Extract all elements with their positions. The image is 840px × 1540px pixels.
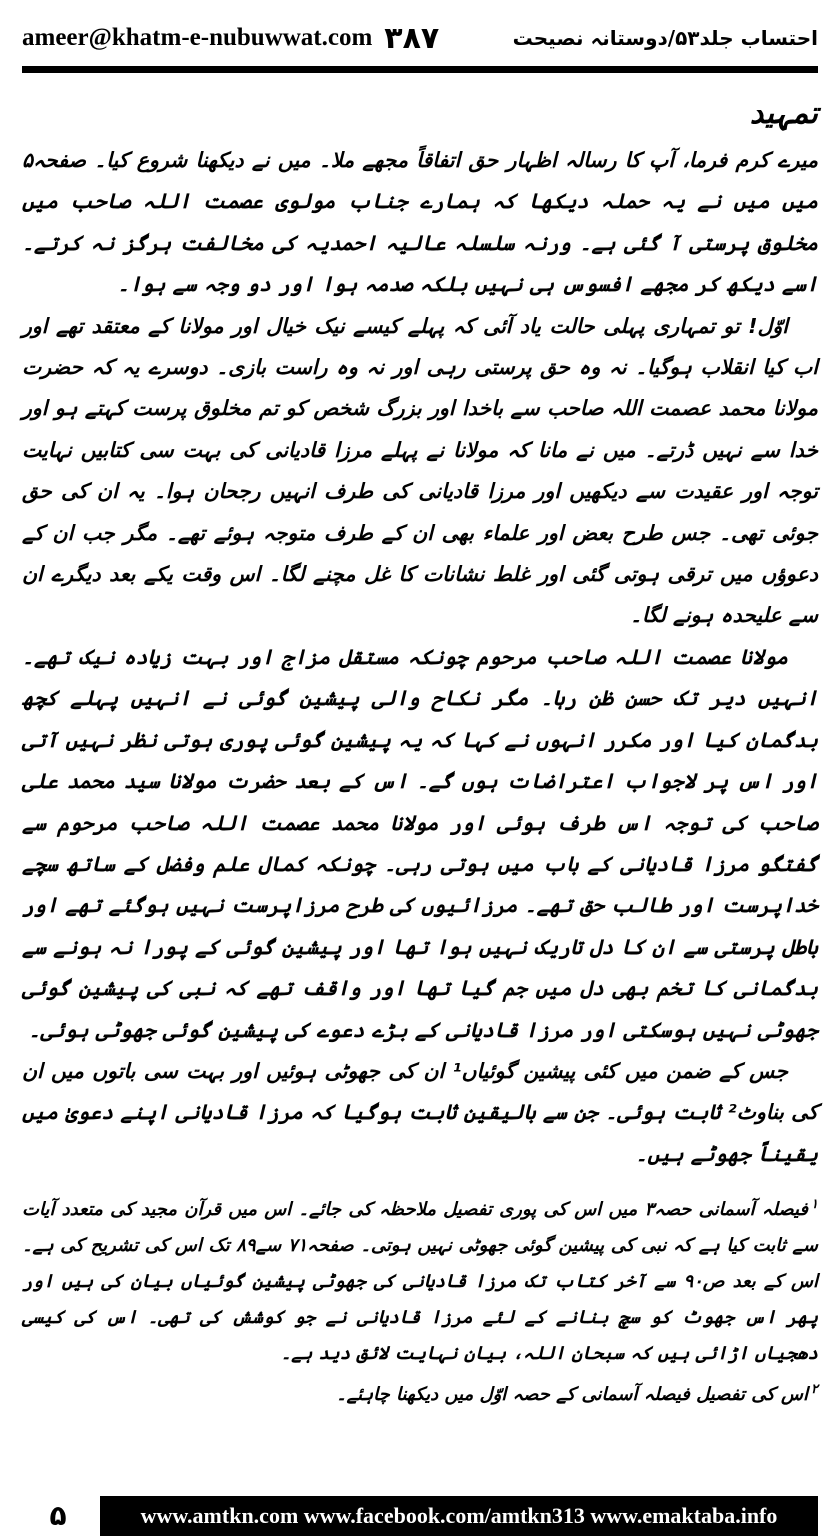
header-email: ameer@khatm-e-nubuwwat.com bbox=[22, 24, 373, 51]
header-left bbox=[22, 21, 439, 56]
paragraph-1: میرے کرم فرما، آپ کا رسالہ اظہار حق اتفاقاً مجھے ملا۔ میں نے دیکھنا شروع کیا۔ صفحہ۵ میں میں نے یہ حملہ دیکھا کہ ہمارے جناب مولوی عصمت اللہ صاحب میں مخلوق پرستی آ گئی ہے۔ ورنہ سلسلہ عالیہ احمدیہ کی مخالفت ہرگز نہ کرتے۔ اسے دیکھ کر مجھے افسوس ہی نہیں بلکہ صدمہ ہوا اور دو وجہ سے ہوا۔ bbox=[22, 148, 818, 297]
footer-links[interactable]: www.amtkn.com www.facebook.com/amtkn313 www.emaktaba.info bbox=[100, 1496, 818, 1536]
footnote-1 bbox=[22, 1187, 818, 1372]
page-content bbox=[22, 88, 818, 1413]
footnote-2-mark: ۲ bbox=[811, 1382, 818, 1398]
footnote-2 bbox=[22, 1372, 818, 1413]
footer-page-number: ۵ bbox=[49, 1498, 67, 1532]
footnote-1-text: فیصلہ آسمانی حصہ۳ میں اس کی پوری تفصیل ملاحظہ کی جائے۔ اس میں قرآن مجید کی متعدد آیات سے ثابت کیا ہے کہ نبی کی پیشین گوئی جھوٹی نہیں ہوتی۔ صفحہ۷۱ سے۸۹ تک اس کی تشریح کی ہے۔ اس کے بعد ص۹۰ سے آخر کتاب تک مرزا قادیانی کی جھوٹی پیشین گوئیاں بیان کی ہیں اور پھر اس جھوٹ کو سچ بنانے کے لئے مرزا قادیانی نے جو کوشش کی تھی۔ اس کی کیسی دھجیاں اڑائی ہیں کہ سبحان اللہ، بیان نہایت لائق دید ہے۔ bbox=[22, 1199, 819, 1365]
page-footer bbox=[0, 1492, 840, 1540]
footnote-2-text: اس کی تفصیل فیصلہ آسمانی کے حصہ اوّل میں دیکھنا چاہئے۔ bbox=[336, 1384, 809, 1406]
paragraph-3: مولانا عصمت اللہ صاحب مرحوم چونکہ مستقل مزاج اور بہت زیادہ نیک تھے۔ انہیں دیر تک حسن ظن رہا۔ مگر نکاح والی پیشین گوئی نے انہیں پہلے کچھ بدگمان کیا اور مکرر انہوں نے کہا کہ یہ پیشین گوئی پوری ہوتی نظر نہیں آتی اور اس پر لاجواب اعتراضات ہوں گے۔ اس کے بعد حضرت مولانا سید محمد علی صاحب کی توجہ اس طرف ہوئی اور مولانا محمد عصمت اللہ صاحب مرحوم سے گفتگو مرزا قادیانی کے باب میں ہوتی رہی۔ چونکہ کمال علم وفضل کے ساتھ سچے خداپرست اور طالب حق تھے۔ مرزائیوں کی طرح مرزاپرست نہیں ہوگئے تھے اور باطل پرستی سے ان کا دل تاریک نہیں ہوا تھا اور پیشین گوئی کے پورا نہ ہونے سے بدگمانی کا تخم بھی دل میں جم گیا تھا اور واقف تھے کہ نبی کی پیشین گوئی جھوٹی نہیں ہوسکتی اور مرزا قادیانی کے بڑے دعوے کی پیشین گوئی جھوٹی ہوئی۔ bbox=[22, 644, 818, 1042]
footnote-separator bbox=[22, 1175, 818, 1187]
footnote-1-mark: ۱ bbox=[811, 1197, 818, 1213]
header-running-title: احتساب جلد۵۳/دوستانہ نصیحت bbox=[512, 26, 818, 50]
paragraph-4: جس کے ضمن میں کئی پیشین گوئیاں¹ ان کی جھوٹی ہوئیں اور بہت سی باتوں میں ان کی بناوٹ² ثابت ہوئی۔ جن سے بالیقین ثابت ہوگیا کہ مرزا قادیانی اپنے دعویٰ میں یقیناً جھوٹے ہیں۔ bbox=[22, 1058, 818, 1166]
header-page-number: ۳۸۷ bbox=[384, 20, 440, 56]
paragraph-2: اوّل! تو تمہاری پہلی حالت یاد آئی کہ پہلے کیسے نیک خیال اور مولانا کے معتقد تھے اور اب کیا انقلاب ہوگیا۔ نہ وہ حق پرستی رہی اور نہ وہ راست بازی۔ دوسرے یہ کہ حضرت مولانا محمد عصمت اللہ صاحب سے باخدا اور بزرگ شخص کو تم مخلوق پرست کہتے ہو اور خدا سے نہیں ڈرتے۔ میں نے مانا کہ مولانا نے پہلے مرزا قادیانی کی بہت سی کتابیں نہایت توجہ اور عقیدت سے دیکھیں اور مرزا قادیانی کی طرف انہیں رجحان ہوا۔ یہ ان کی حق جوئی تھی۔ جس طرح بعض اور علماء بھی ان کے طرف متوجہ ہوئے تھے۔ مگر جب ان کے دعوؤں میں ترقی ہوتی گئی اور غلط نشانات کا غل مچنے لگا۔ اس وقت یکے بعد دیگرے ان سے علیحدہ ہونے لگا۔ bbox=[22, 313, 818, 628]
page-header bbox=[22, 18, 818, 58]
section-heading: تمہید bbox=[749, 96, 818, 131]
header-rule bbox=[22, 66, 818, 73]
